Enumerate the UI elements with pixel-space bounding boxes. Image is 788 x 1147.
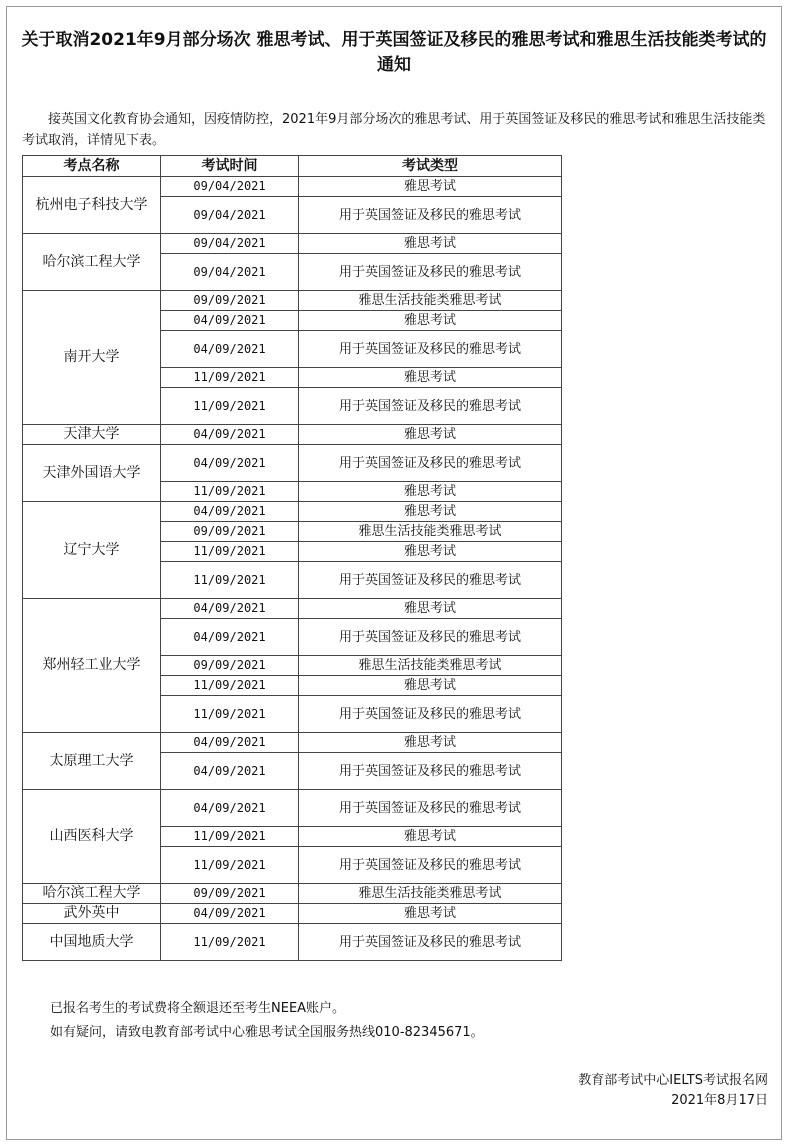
type-cell: 雅思考试 <box>299 599 562 619</box>
date-cell: 11/09/2021 <box>161 562 299 599</box>
table-row <box>23 291 562 311</box>
table-row <box>23 445 562 482</box>
date-cell: 11/09/2021 <box>161 542 299 562</box>
date-cell: 09/09/2021 <box>161 291 299 311</box>
date-cell: 04/09/2021 <box>161 753 299 790</box>
notes <box>50 997 484 1045</box>
date-cell: 09/04/2021 <box>161 254 299 291</box>
type-cell: 用于英国签证及移民的雅思考试 <box>299 388 562 425</box>
type-cell: 用于英国签证及移民的雅思考试 <box>299 254 562 291</box>
date-cell: 09/09/2021 <box>161 656 299 676</box>
venue-cell: 天津大学 <box>23 425 161 445</box>
type-cell: 用于英国签证及移民的雅思考试 <box>299 331 562 368</box>
type-cell: 雅思考试 <box>299 502 562 522</box>
date-cell: 04/09/2021 <box>161 311 299 331</box>
type-cell: 用于英国签证及移民的雅思考试 <box>299 753 562 790</box>
date-cell: 11/09/2021 <box>161 388 299 425</box>
type-cell: 用于英国签证及移民的雅思考试 <box>299 619 562 656</box>
type-cell: 用于英国签证及移民的雅思考试 <box>299 924 562 961</box>
venue-cell: 太原理工大学 <box>23 733 161 790</box>
type-cell: 用于英国签证及移民的雅思考试 <box>299 197 562 234</box>
table-row <box>23 884 562 904</box>
venue-cell: 哈尔滨工程大学 <box>23 234 161 291</box>
table-body <box>23 177 562 961</box>
refund-note: 已报名考生的考试费将全额退还至考生NEEA账户。 <box>50 1001 346 1016</box>
footer-date: 2021年8月17日 <box>671 1093 768 1108</box>
type-cell: 用于英国签证及移民的雅思考试 <box>299 696 562 733</box>
type-cell: 雅思生活技能类雅思考试 <box>299 522 562 542</box>
date-cell: 11/09/2021 <box>161 482 299 502</box>
date-cell: 09/09/2021 <box>161 522 299 542</box>
type-cell: 用于英国签证及移民的雅思考试 <box>299 562 562 599</box>
table-row <box>23 790 562 827</box>
table-row <box>23 502 562 522</box>
type-cell: 雅思考试 <box>299 733 562 753</box>
date-cell: 04/09/2021 <box>161 619 299 656</box>
table-header-row <box>23 156 562 177</box>
venue-cell: 哈尔滨工程大学 <box>23 884 161 904</box>
venue-cell: 天津外国语大学 <box>23 445 161 502</box>
type-cell: 雅思考试 <box>299 827 562 847</box>
cancellation-table <box>22 155 562 961</box>
type-cell: 雅思考试 <box>299 177 562 197</box>
type-cell: 雅思考试 <box>299 425 562 445</box>
date-cell: 11/09/2021 <box>161 847 299 884</box>
table-row <box>23 924 562 961</box>
table-row <box>23 425 562 445</box>
table-row <box>23 733 562 753</box>
date-cell: 04/09/2021 <box>161 502 299 522</box>
type-cell: 雅思生活技能类雅思考试 <box>299 291 562 311</box>
date-cell: 04/09/2021 <box>161 425 299 445</box>
type-cell: 雅思生活技能类雅思考试 <box>299 656 562 676</box>
type-cell: 雅思考试 <box>299 904 562 924</box>
venue-cell: 武外英中 <box>23 904 161 924</box>
footer <box>578 1071 768 1111</box>
type-cell: 用于英国签证及移民的雅思考试 <box>299 847 562 884</box>
venue-cell: 南开大学 <box>23 291 161 425</box>
page-title: 关于取消2021年9月部分场次 雅思考试、用于英国签证及移民的雅思考试和雅思生活技能类考试的通知 <box>21 30 767 75</box>
date-cell: 09/09/2021 <box>161 884 299 904</box>
header-type: 考试类型 <box>299 156 562 177</box>
header-date: 考试时间 <box>161 156 299 177</box>
type-cell: 雅思考试 <box>299 542 562 562</box>
table-row <box>23 177 562 197</box>
type-cell: 雅思考试 <box>299 482 562 502</box>
header-venue: 考点名称 <box>23 156 161 177</box>
venue-cell: 郑州轻工业大学 <box>23 599 161 733</box>
venue-cell: 杭州电子科技大学 <box>23 177 161 234</box>
table-row <box>23 599 562 619</box>
type-cell: 雅思考试 <box>299 234 562 254</box>
date-cell: 04/09/2021 <box>161 445 299 482</box>
type-cell: 雅思考试 <box>299 311 562 331</box>
date-cell: 09/04/2021 <box>161 197 299 234</box>
venue-cell: 辽宁大学 <box>23 502 161 599</box>
date-cell: 04/09/2021 <box>161 331 299 368</box>
type-cell: 雅思考试 <box>299 368 562 388</box>
date-cell: 04/09/2021 <box>161 733 299 753</box>
venue-cell: 中国地质大学 <box>23 924 161 961</box>
date-cell: 11/09/2021 <box>161 368 299 388</box>
date-cell: 09/04/2021 <box>161 234 299 254</box>
date-cell: 11/09/2021 <box>161 924 299 961</box>
date-cell: 04/09/2021 <box>161 904 299 924</box>
date-cell: 11/09/2021 <box>161 827 299 847</box>
type-cell: 雅思生活技能类雅思考试 <box>299 884 562 904</box>
type-cell: 用于英国签证及移民的雅思考试 <box>299 445 562 482</box>
intro-paragraph: 接英国文化教育协会通知，因疫情防控，2021年9月部分场次的雅思考试、用于英国签证及移民的雅思考试和雅思生活技能类考试取消，详情见下表。 <box>22 112 766 148</box>
date-cell: 11/09/2021 <box>161 676 299 696</box>
hotline-note: 如有疑问，请致电教育部考试中心雅思考试全国服务热线010-82345671。 <box>50 1025 484 1040</box>
table-row <box>23 234 562 254</box>
type-cell: 雅思考试 <box>299 676 562 696</box>
date-cell: 04/09/2021 <box>161 790 299 827</box>
venue-cell: 山西医科大学 <box>23 790 161 884</box>
type-cell: 用于英国签证及移民的雅思考试 <box>299 790 562 827</box>
footer-org: 教育部考试中心IELTS考试报名网 <box>578 1073 768 1088</box>
date-cell: 04/09/2021 <box>161 599 299 619</box>
date-cell: 09/04/2021 <box>161 177 299 197</box>
date-cell: 11/09/2021 <box>161 696 299 733</box>
table-row <box>23 904 562 924</box>
